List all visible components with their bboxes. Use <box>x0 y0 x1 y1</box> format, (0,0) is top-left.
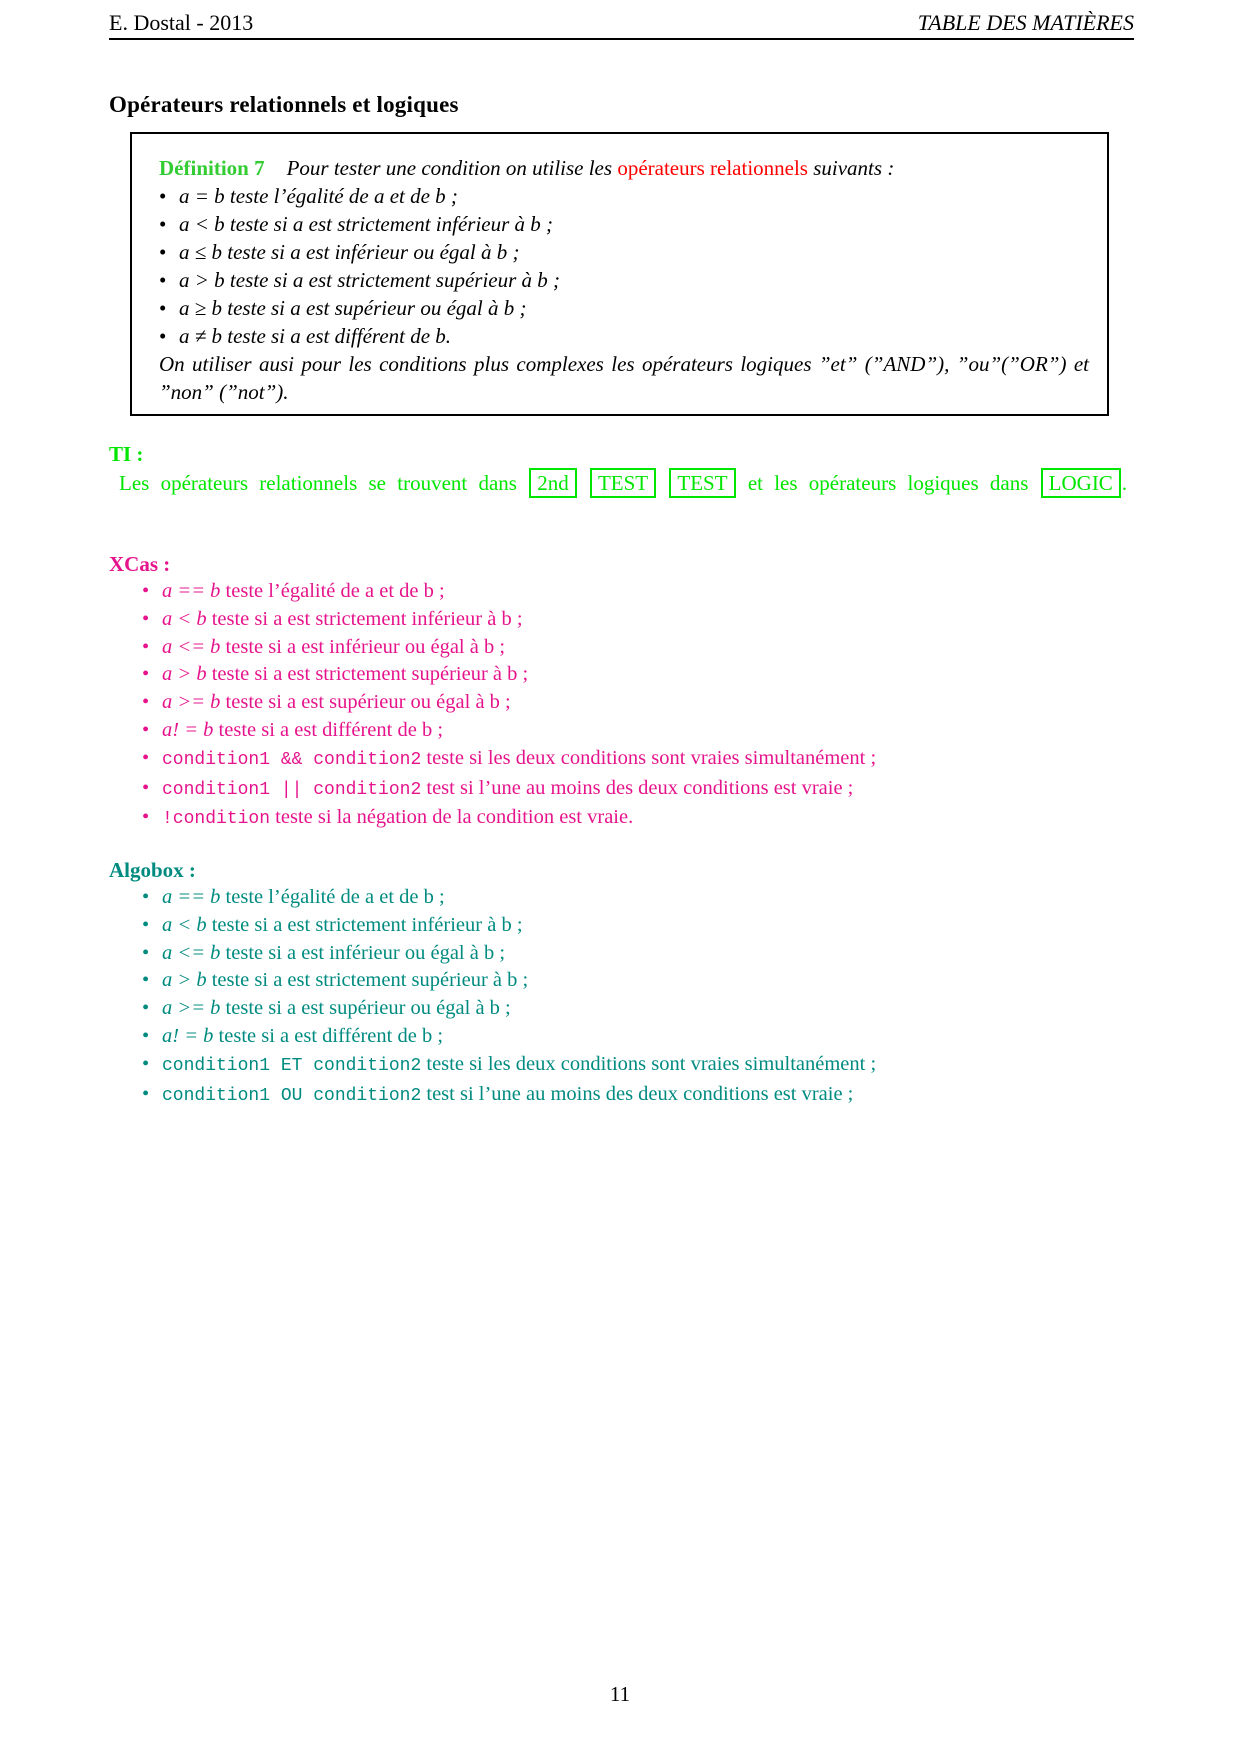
definition-expr: a ≥ b <box>179 296 223 320</box>
header-chapter-title: TABLE DES MATIÈRES <box>917 10 1134 35</box>
definition-text: teste si a est inférieur ou égal à b ; <box>227 240 520 264</box>
definition-label: Définition 7 <box>159 156 265 180</box>
operator-expr: a < b <box>162 607 207 630</box>
operator-desc: test si l’une au moins des deux conditions est vraie ; <box>426 1082 854 1105</box>
ti-section <box>109 440 1134 499</box>
list-item <box>142 689 1134 717</box>
operator-expr: a! = b <box>162 718 214 741</box>
bullet-icon: • <box>142 663 150 686</box>
operator-desc: teste si a est inférieur ou égal à b ; <box>225 941 506 964</box>
bullet-icon: • <box>142 635 150 658</box>
list-item <box>142 717 1134 745</box>
running-header <box>109 10 1134 40</box>
bullet-icon: • <box>142 997 150 1020</box>
xcas-section <box>109 550 1134 834</box>
page-number: 11 <box>609 1682 631 1706</box>
definition-expr: a < b <box>179 212 225 236</box>
definition-item <box>159 238 1089 266</box>
operator-expr: a <= b <box>162 941 221 964</box>
operator-desc: teste si a est inférieur ou égal à b ; <box>225 635 506 658</box>
bullet-icon: • <box>159 324 167 348</box>
bullet-icon: • <box>142 718 150 741</box>
definition-item <box>159 182 1089 210</box>
operator-desc: teste si les deux conditions sont vraies simultanément ; <box>426 1052 877 1075</box>
operator-desc: teste si a est strictement supérieur à b ; <box>211 969 529 992</box>
list-item <box>142 804 1134 834</box>
definition-text: teste si a est strictement inférieur à b ; <box>229 212 554 236</box>
operator-desc: teste si a est strictement inférieur à b ; <box>211 607 523 630</box>
section-title: Opérateurs relationnels et logiques <box>109 92 459 117</box>
list-item <box>142 606 1134 634</box>
definition-expr: a = b <box>179 184 225 208</box>
list-item <box>142 661 1134 689</box>
operator-desc: teste si les deux conditions sont vraies simultanément ; <box>426 746 877 769</box>
bullet-icon: • <box>142 1024 150 1047</box>
definition-item <box>159 210 1089 238</box>
ti-key-test: TEST <box>669 468 735 498</box>
bullet-icon: • <box>142 580 150 602</box>
list-item <box>142 967 1134 995</box>
operator-expr: a <= b <box>162 635 221 658</box>
list-item <box>142 578 1134 606</box>
bullet-icon: • <box>142 886 150 908</box>
definition-content <box>159 154 1089 406</box>
list-item <box>142 1023 1134 1051</box>
definition-item <box>159 322 1089 350</box>
xcas-title: XCas : <box>109 552 171 576</box>
operator-expr: a > b <box>162 969 207 992</box>
ti-key-2nd: 2nd <box>529 468 577 498</box>
operator-desc: teste si a est supérieur ou égal à b ; <box>225 997 511 1020</box>
operator-expr: a < b <box>162 913 207 936</box>
operator-expr: a >= b <box>162 691 221 714</box>
list-item <box>142 1051 1134 1081</box>
operator-desc: teste si la négation de la condition est vraie. <box>275 806 634 829</box>
ti-paragraph <box>109 468 1134 499</box>
bullet-icon: • <box>142 969 150 992</box>
operator-code: condition1 && condition2 <box>162 749 422 770</box>
algobox-section <box>109 856 1134 1110</box>
list-item <box>142 912 1134 940</box>
bullet-icon: • <box>142 941 150 964</box>
operator-desc: teste si a est supérieur ou égal à b ; <box>225 691 511 714</box>
bullet-icon: • <box>142 1052 150 1075</box>
definition-box <box>130 132 1109 416</box>
algobox-list <box>109 884 1134 1110</box>
list-item <box>142 775 1134 805</box>
ti-text-middle: et les opérateurs logiques dans <box>747 471 1029 495</box>
list-item <box>142 940 1134 968</box>
list-item <box>142 884 1134 912</box>
definition-text: teste si a est différent de b. <box>227 324 452 348</box>
bullet-icon: • <box>142 607 150 630</box>
bullet-icon: • <box>142 776 150 799</box>
bullet-icon: • <box>159 296 167 320</box>
definition-intro <box>159 154 1089 182</box>
operator-desc: teste si a est différent de b ; <box>218 1024 444 1047</box>
operator-desc: teste l’égalité de a et de b ; <box>225 580 445 602</box>
operator-expr: a! = b <box>162 1024 214 1047</box>
operator-desc: teste si a est strictement supérieur à b ; <box>211 663 529 686</box>
ti-title: TI : <box>109 442 144 466</box>
definition-expr: a ≠ b <box>179 324 223 348</box>
operator-expr: a >= b <box>162 997 221 1020</box>
list-item <box>142 1081 1134 1111</box>
operator-expr: a == b <box>162 580 221 602</box>
definition-item <box>159 266 1089 294</box>
algobox-title: Algobox : <box>109 858 196 882</box>
bullet-icon: • <box>159 184 167 208</box>
definition-outro: On utiliser ausi pour les conditions plus complexes les opérateurs logiques ”et” (”AND”), ”ou”(”OR”) et ”non” (”not”). <box>159 352 1089 404</box>
definition-highlight: opérateurs relationnels <box>617 156 808 180</box>
bullet-icon: • <box>159 268 167 292</box>
operator-code: condition1 || condition2 <box>162 779 422 800</box>
operator-code: condition1 OU condition2 <box>162 1085 422 1106</box>
bullet-icon: • <box>142 806 150 829</box>
definition-expr: a ≤ b <box>179 240 223 264</box>
definition-text: teste si a est strictement supérieur à b ; <box>229 268 561 292</box>
bullet-icon: • <box>159 212 167 236</box>
bullet-icon: • <box>142 913 150 936</box>
definition-text: teste si a est supérieur ou égal à b ; <box>227 296 527 320</box>
ti-text-before: Les opérateurs relationnels se trouvent dans <box>119 471 517 495</box>
operator-expr: a == b <box>162 886 221 908</box>
bullet-icon: • <box>142 1082 150 1105</box>
ti-key-test: TEST <box>590 468 656 498</box>
bullet-icon: • <box>142 691 150 714</box>
ti-text-end: . <box>1121 471 1128 495</box>
xcas-list <box>109 578 1134 834</box>
definition-intro-after: suivants : <box>813 156 895 180</box>
definition-item <box>159 294 1089 322</box>
bullet-icon: • <box>159 240 167 264</box>
operator-code: !condition <box>162 809 271 830</box>
operator-expr: a > b <box>162 663 207 686</box>
definition-text: teste l’égalité de a et de b ; <box>229 184 458 208</box>
operator-code: condition1 ET condition2 <box>162 1055 422 1076</box>
list-item <box>142 634 1134 662</box>
list-item <box>142 745 1134 775</box>
ti-key-logic: LOGIC <box>1041 468 1121 498</box>
operator-desc: teste l’égalité de a et de b ; <box>225 886 445 908</box>
operator-desc: test si l’une au moins des deux conditions est vraie ; <box>426 776 854 799</box>
bullet-icon: • <box>142 746 150 769</box>
definition-intro-before: Pour tester une condition on utilise les <box>286 156 613 180</box>
operator-desc: teste si a est strictement inférieur à b ; <box>211 913 523 936</box>
list-item <box>142 995 1134 1023</box>
operator-desc: teste si a est différent de b ; <box>218 718 444 741</box>
header-author-year: E. Dostal - 2013 <box>109 10 254 35</box>
definition-expr: a > b <box>179 268 225 292</box>
